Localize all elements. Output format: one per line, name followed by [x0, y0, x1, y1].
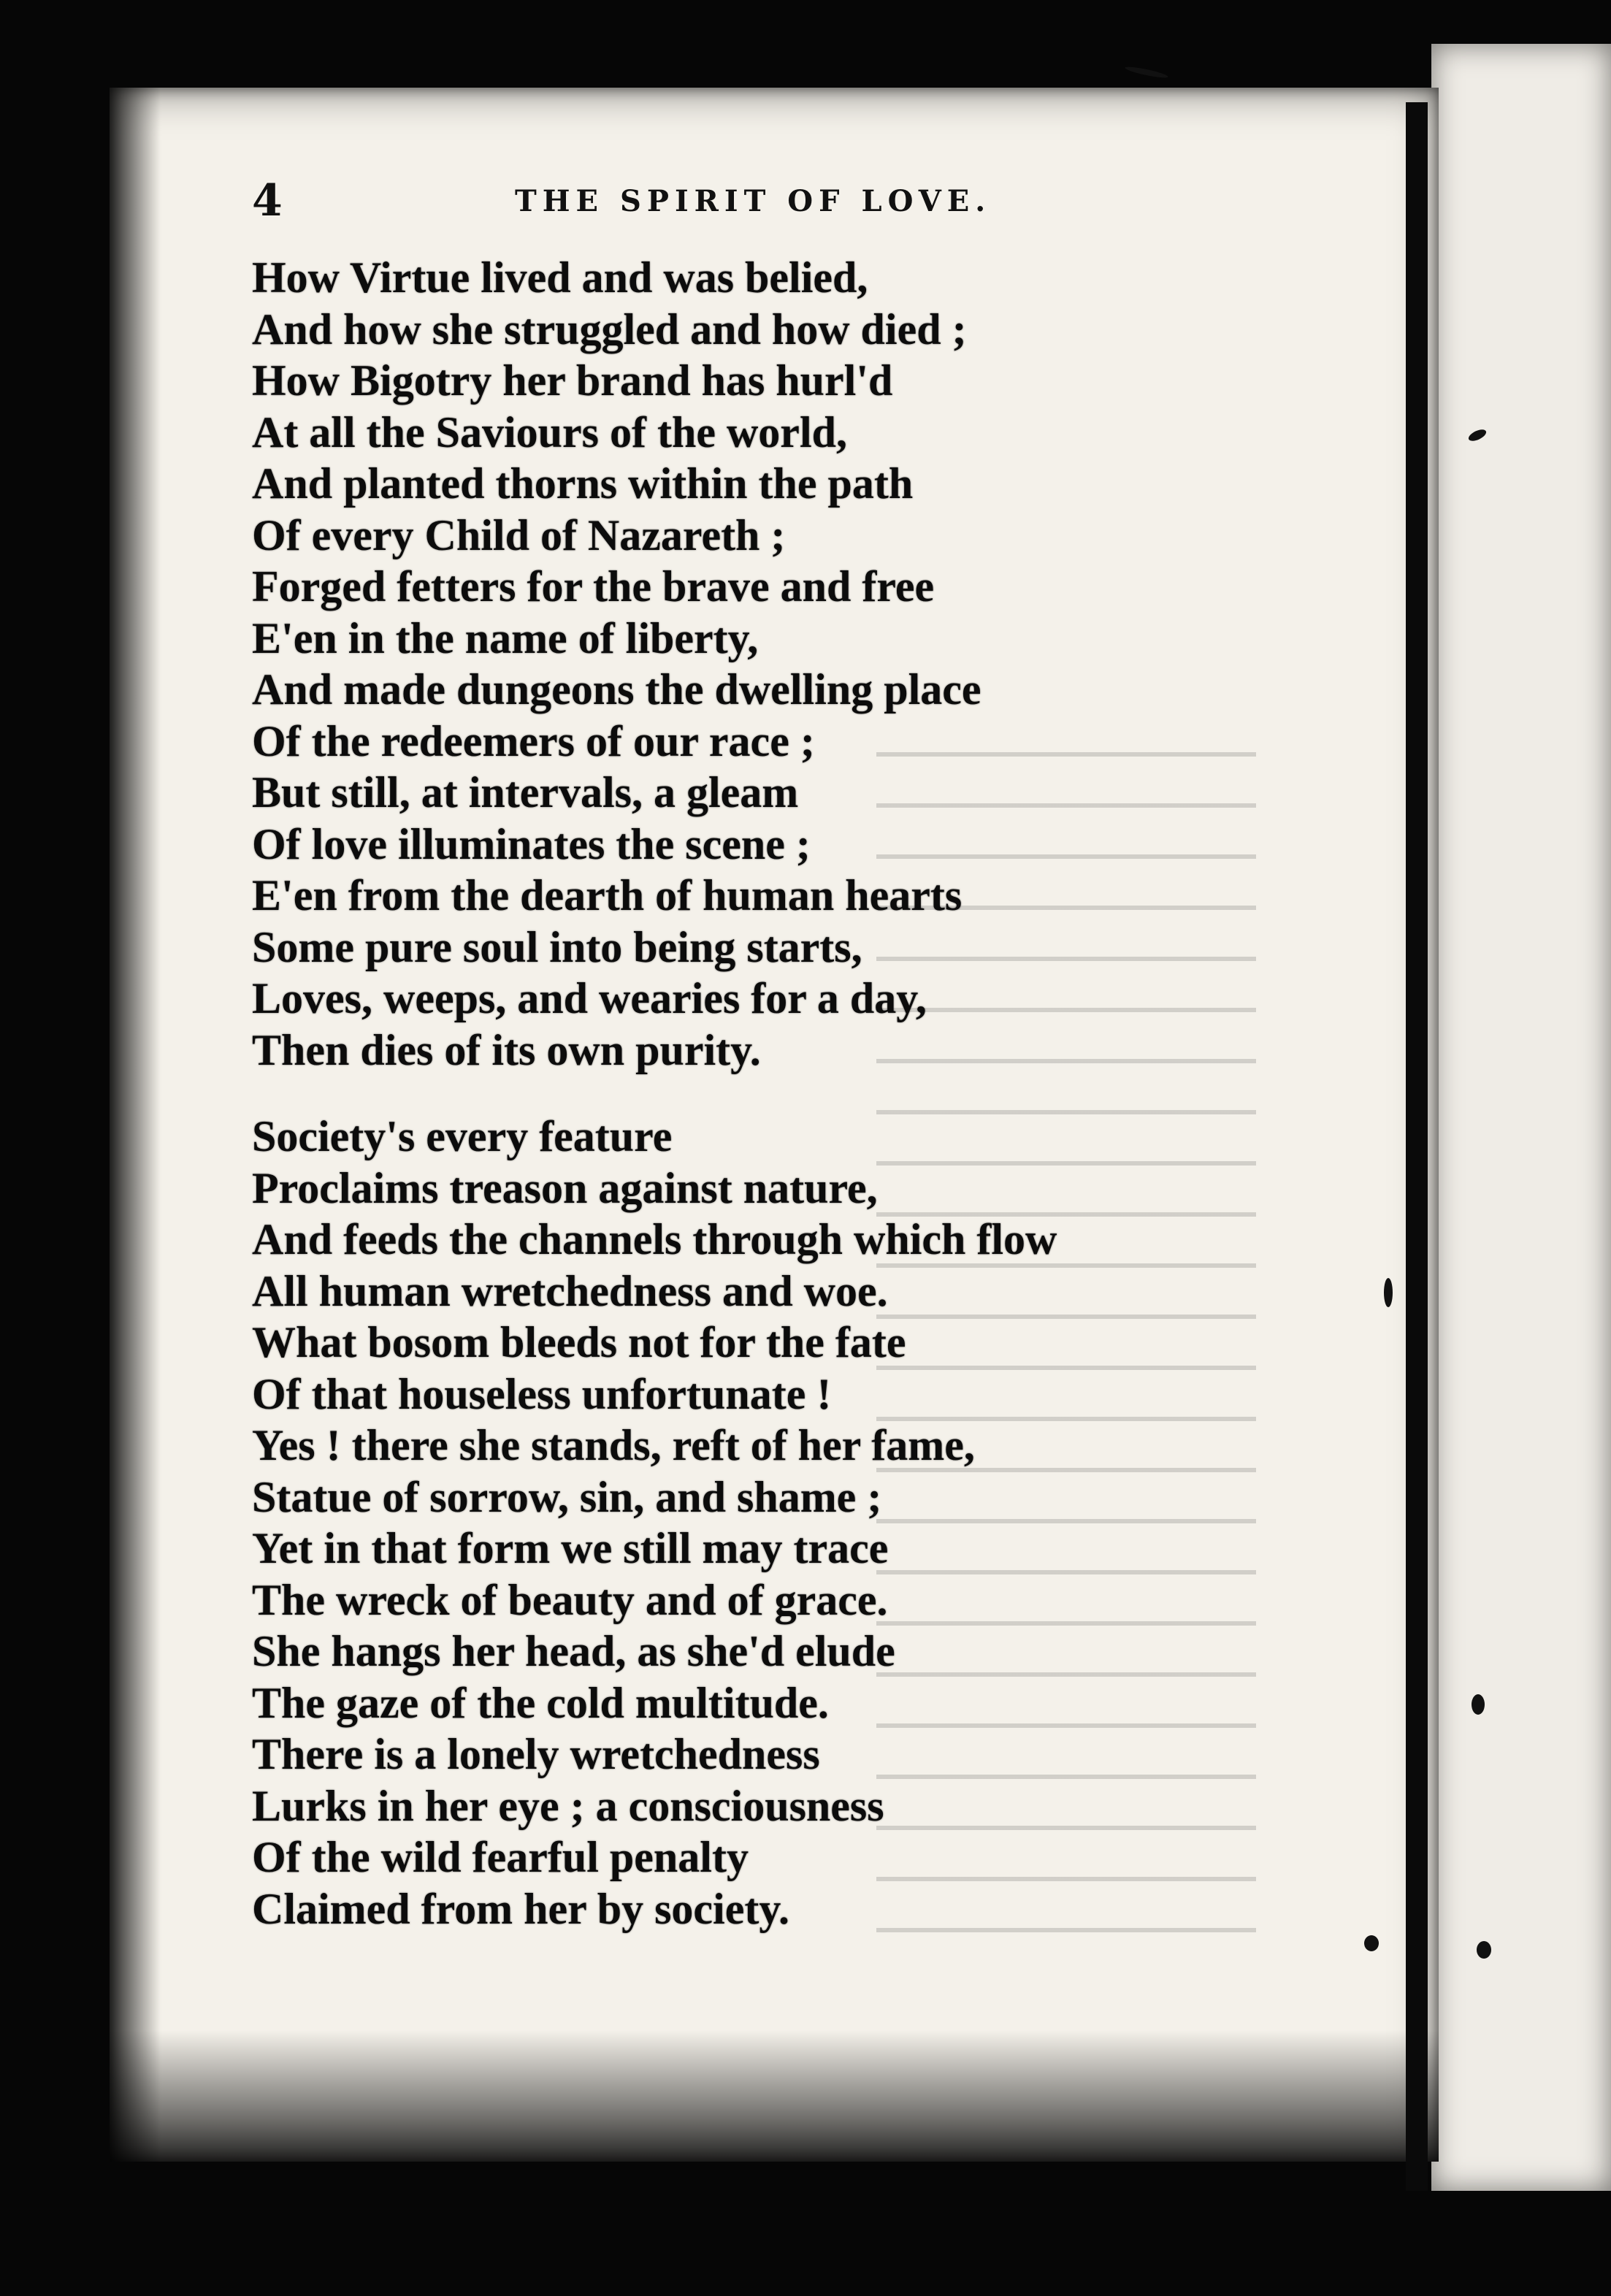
poem-line: How Bigotry her brand has hurl'd [252, 356, 893, 405]
poem-line: Then dies of its own purity. [252, 1025, 761, 1074]
page-header [252, 175, 1055, 226]
poem-line: Yet in that form we still may trace [252, 1524, 889, 1572]
poem-line: Statue of sorrow, sin, and shame ; [252, 1472, 882, 1521]
poem-line: Claimed from her by society. [252, 1884, 790, 1933]
ink-speck [1364, 1935, 1379, 1951]
poem-line: E'en from the dearth of human hearts [252, 871, 963, 919]
poem-line: E'en in the name of liberty, [252, 613, 759, 662]
poem-line: And how she struggled and how died ; [252, 305, 967, 353]
poem-line: Proclaims treason against nature, [252, 1163, 878, 1212]
page-shadow-bottom [110, 2030, 1439, 2162]
poem-line: She hangs her head, as she'd elude [252, 1627, 895, 1675]
facing-page-edge [1431, 44, 1611, 2191]
poem-line: Of every Child of Nazareth ; [252, 510, 786, 559]
poem-line: Of the wild fearful penalty [252, 1833, 749, 1881]
poem-line: All human wretchedness and woe. [252, 1266, 888, 1315]
stanza [252, 1111, 1384, 1935]
poem-line: The gaze of the cold multitude. [252, 1678, 829, 1727]
poem-line: Lurks in her eye ; a consciousness [252, 1781, 884, 1830]
poem-line: Of the redeemers of our race ; [252, 716, 815, 765]
running-title: THE SPIRIT OF LOVE. [515, 184, 992, 218]
poem-line: Yes ! there she stands, reft of her fame, [252, 1421, 975, 1469]
poem-line: Of love illuminates the scene ; [252, 819, 811, 868]
poem-line: Loves, weeps, and wearies for a day, [252, 974, 927, 1022]
poem-line: Some pure soul into being starts, [252, 922, 862, 971]
stanza [252, 252, 1384, 1076]
ink-speck [1472, 1694, 1485, 1715]
poem-line: And feeds the channels through which flow [252, 1215, 1057, 1263]
poem-line: There is a lonely wretchedness [252, 1730, 820, 1778]
ink-speck [1384, 1278, 1393, 1307]
poem-line: But still, at intervals, a gleam [252, 768, 799, 816]
page-number: 4 [252, 175, 283, 226]
ink-speck [1477, 1941, 1491, 1959]
poem-line: Society's every feature [252, 1112, 673, 1160]
ink-speck [1125, 65, 1168, 80]
poem-line: What bosom bleeds not for the fate [252, 1318, 906, 1366]
page-shadow-left [110, 88, 161, 2162]
poem-line: The wreck of beauty and of grace. [252, 1575, 888, 1624]
poem-line: At all the Saviours of the world, [252, 407, 847, 456]
book-gutter [1406, 102, 1428, 2191]
poem-line: Of that houseless unfortunate ! [252, 1369, 832, 1418]
poem-line: And made dungeons the dwelling place [252, 665, 981, 713]
poem-line: Forged fetters for the brave and free [252, 562, 935, 611]
poem-line: And planted thorns within the path [252, 459, 914, 508]
poem-line: How Virtue lived and was belied, [252, 253, 868, 302]
poem-text [252, 252, 1384, 1935]
stanza-break [252, 1076, 1384, 1111]
